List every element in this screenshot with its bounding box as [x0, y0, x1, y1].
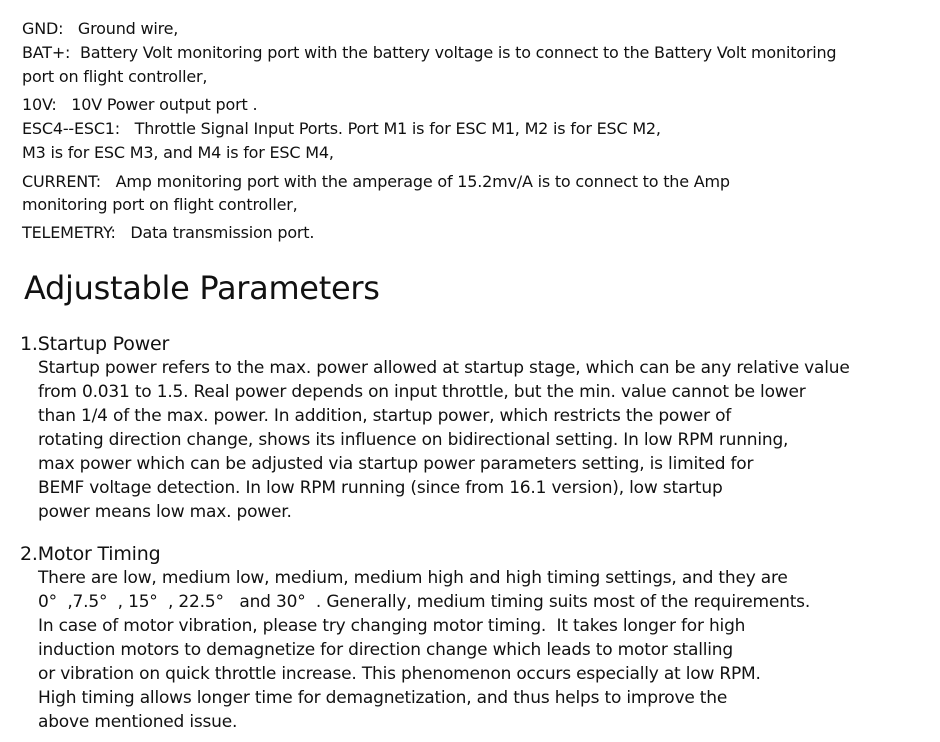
- motor-timing-line: In case of motor vibration, please try changing motor timing. It takes longer for high: [38, 616, 746, 636]
- startup-power-line: BEMF voltage detection. In low RPM running (since from 16.1 version), low startup: [38, 478, 723, 498]
- port-esc-text-cont: M3 is for ESC M3, and M4 is for ESC M4,: [22, 143, 334, 162]
- startup-power-line: from 0.031 to 1.5. Real power depends on input throttle, but the min. value cannot be lower: [38, 382, 806, 402]
- startup-power-heading: 1.Startup Power: [20, 333, 170, 355]
- startup-power-line: power means low max. power.: [38, 502, 292, 522]
- port-bat-text: BAT+: Battery Volt monitoring port with the battery voltage is to connect to the Battery Volt monitoring: [22, 43, 837, 62]
- startup-power-line: rotating direction change, shows its influence on bidirectional setting. In low RPM running,: [38, 430, 789, 450]
- port-10v-text: 10V: 10V Power output port .: [22, 95, 258, 114]
- port-telemetry-text: TELEMETRY: Data transmission port.: [22, 223, 315, 242]
- port-current-text: CURRENT: Amp monitoring port with the amperage of 15.2mv/A is to connect to the Amp: [22, 172, 730, 191]
- motor-timing-line: induction motors to demagnetize for direction change which leads to motor stalling: [38, 640, 733, 660]
- section-title: Adjustable Parameters: [24, 269, 380, 307]
- motor-timing-line: 0° ,7.5° , 15° , 22.5° and 30° . Generally, medium timing suits most of the requirements.: [38, 592, 811, 612]
- startup-power-line: Startup power refers to the max. power allowed at startup stage, which can be any relative value: [38, 358, 850, 378]
- motor-timing-line: High timing allows longer time for demagnetization, and thus helps to improve the: [38, 688, 728, 708]
- motor-timing-line: There are low, medium low, medium, medium high and high timing settings, and they are: [38, 568, 788, 588]
- startup-power-line: than 1/4 of the max. power. In addition, startup power, which restricts the power of: [38, 406, 732, 426]
- motor-timing-line: above mentioned issue.: [38, 712, 238, 732]
- motor-timing-line: or vibration on quick throttle increase. This phenomenon occurs especially at low RPM.: [38, 664, 761, 684]
- port-esc-text: ESC4--ESC1: Throttle Signal Input Ports. Port M1 is for ESC M1, M2 is for ESC M2,: [22, 119, 661, 138]
- startup-power-line: max power which can be adjusted via startup power parameters setting, is limited for: [38, 454, 754, 474]
- port-bat-text-cont: port on flight controller,: [22, 67, 208, 86]
- port-gnd-text: GND: Ground wire,: [22, 19, 179, 38]
- port-current-text-cont: monitoring port on flight controller,: [22, 195, 298, 214]
- motor-timing-heading: 2.Motor Timing: [20, 543, 161, 565]
